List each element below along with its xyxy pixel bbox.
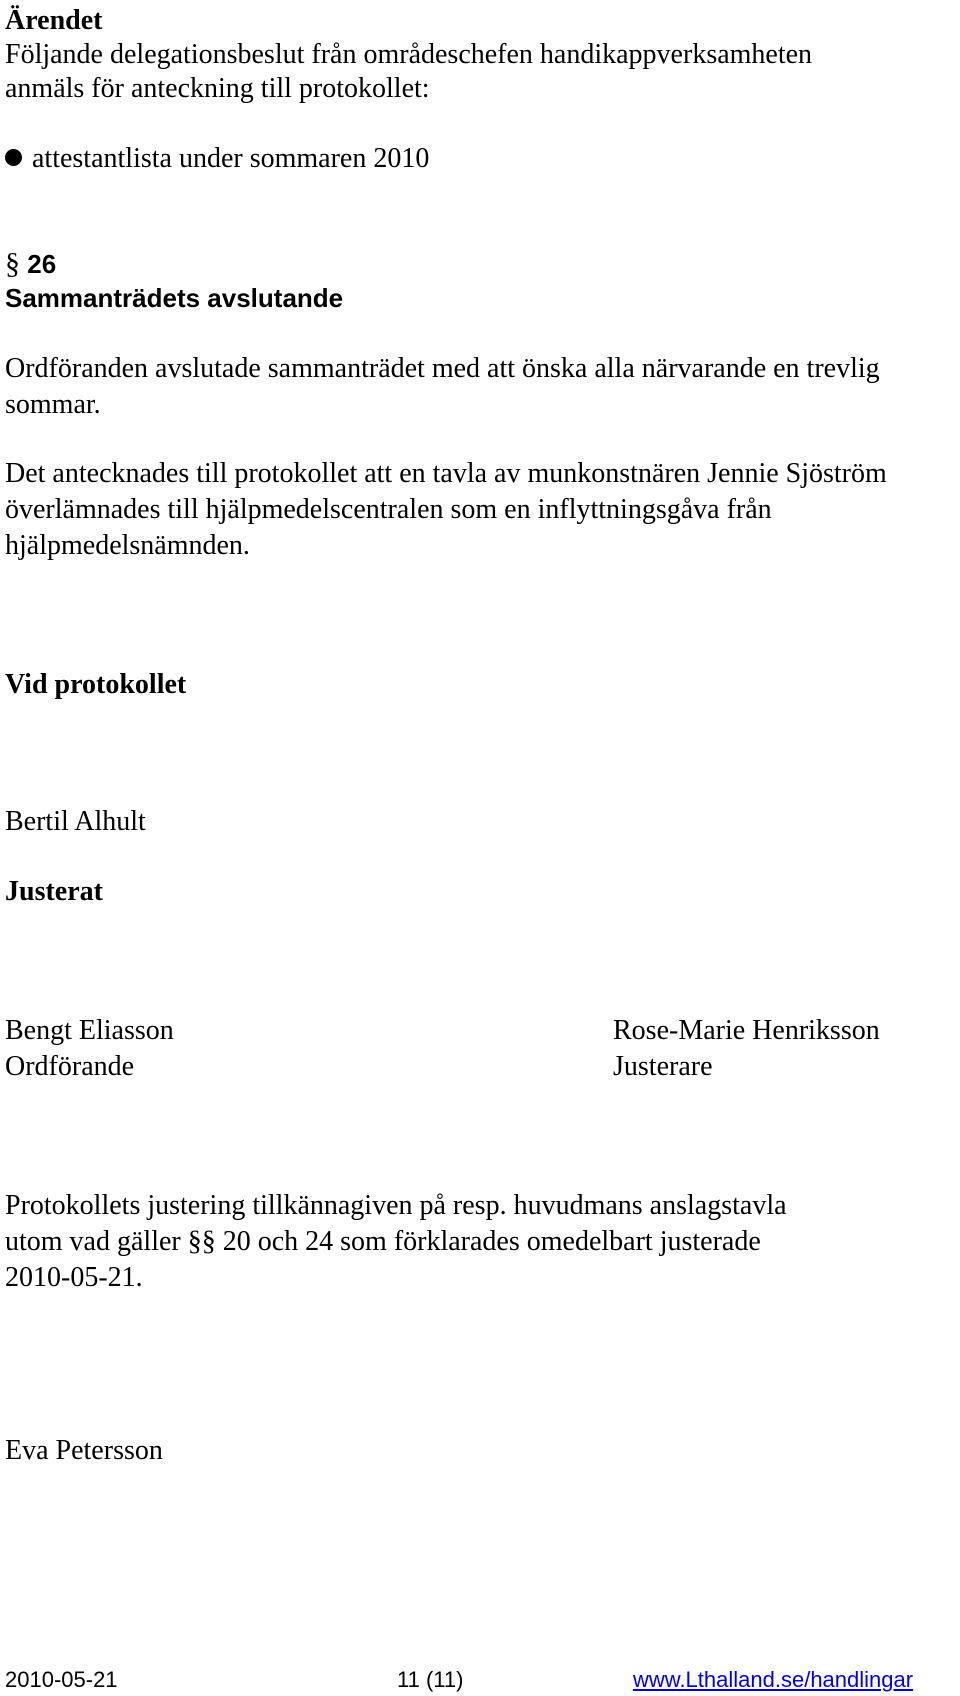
bullet-item-text: attestantlista under sommaren 2010: [32, 143, 430, 174]
paragraph2-line2: överlämnades till hjälpmedelscentralen som en inflyttningsgåva från: [5, 494, 772, 525]
vid-protokollet-label: Vid protokollet: [5, 669, 187, 700]
chair-role: Ordförande: [5, 1051, 135, 1082]
paragraph1-line2: sommar.: [5, 389, 101, 420]
notice-line1: Protokollets justering tillkännagiven på resp. huvudmans anslagstavla: [5, 1190, 787, 1221]
section-title: Sammanträdets avslutande: [5, 283, 344, 313]
paragraph1-line1: Ordföranden avslutade sammanträdet med att önska alla närvarande en trevlig: [5, 353, 880, 384]
adjuster-role: Justerare: [613, 1051, 713, 1082]
closing-name: Eva Petersson: [5, 1435, 163, 1466]
section-number: [5, 248, 56, 280]
notice-line2: utom vad gäller §§ 20 och 24 som förklarades omedelbart justerade: [5, 1226, 761, 1257]
footer-link[interactable]: www.Lthalland.se/handlingar: [633, 1667, 914, 1692]
arendet-text-line1: Följande delegationsbeslut från områdeschefen handikappverksamheten: [5, 39, 813, 70]
arendet-text-line2: anmäls för anteckning till protokollet:: [5, 73, 430, 104]
footer-date: 2010-05-21: [5, 1667, 118, 1692]
adjuster-name: Rose-Marie Henriksson: [613, 1015, 880, 1046]
bullet-icon: [5, 149, 22, 166]
justerat-label: Justerat: [5, 876, 103, 907]
paragraph-symbol: §: [5, 247, 20, 280]
notice-line3: 2010-05-21.: [5, 1262, 143, 1293]
secretary-name: Bertil Alhult: [5, 806, 146, 837]
chair-name: Bengt Eliasson: [5, 1015, 174, 1046]
arendet-heading: Ärendet: [5, 5, 103, 36]
footer-page-number: 11 (11): [397, 1667, 464, 1692]
paragraph2-line1: Det antecknades till protokollet att en tavla av munkonstnären Jennie Sjöström: [5, 458, 887, 489]
bullet-item: [5, 141, 429, 177]
section-number-value: 26: [27, 249, 57, 279]
paragraph2-line3: hjälpmedelsnämnden.: [5, 530, 250, 561]
